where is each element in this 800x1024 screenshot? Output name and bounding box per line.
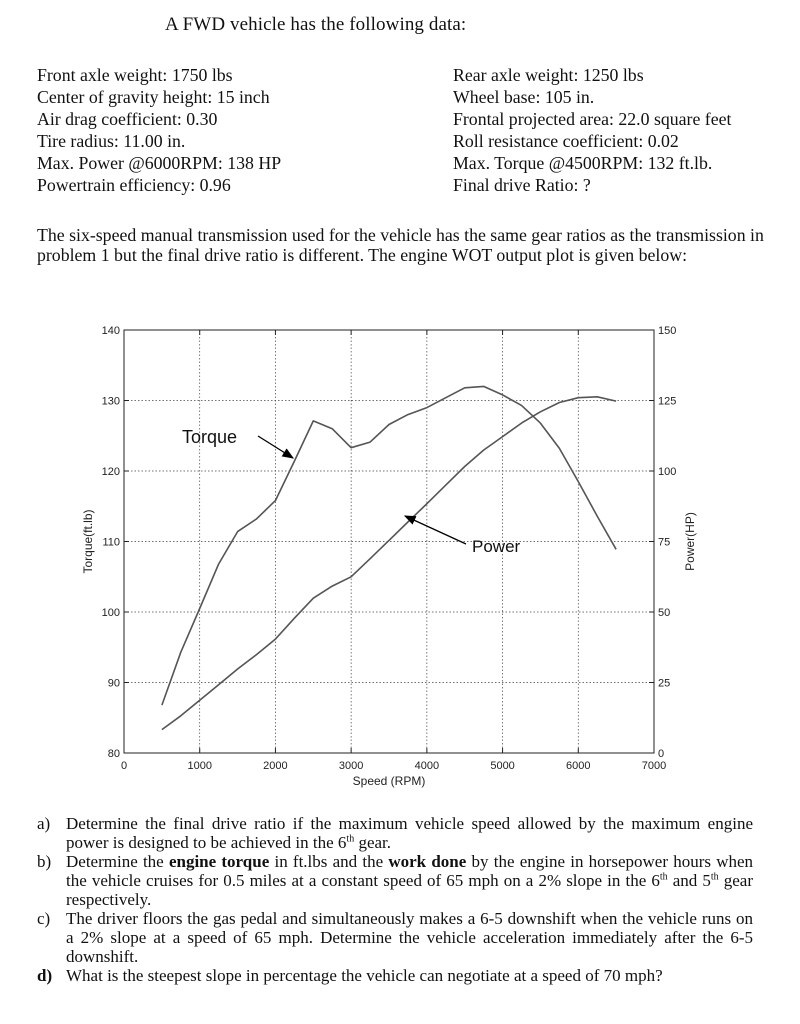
y-right-tick-label: 100 xyxy=(658,466,677,478)
question-text: th xyxy=(659,871,668,883)
question-text: gear respectively. xyxy=(66,871,753,909)
y-right-tick-label: 125 xyxy=(658,395,677,408)
spec-max-power: Max. Power @6000RPM: 138 HP xyxy=(37,153,282,173)
y-left-axis-label: Torque(ft.lb) xyxy=(81,509,95,574)
question-text: Determine the final drive ratio if the maximum vehicle speed allowed by the maximum engine power is designed to be achieved in the 6 xyxy=(66,814,753,852)
question-text: th xyxy=(346,833,355,845)
x-axis-label: Speed (RPM) xyxy=(352,774,426,788)
question-text: The driver floors the gas pedal and simultaneously makes a 6-5 downshift when the vehicle runs on a 2% slope at a speed of 65 mph. Determine the vehicle acceleration immediately after the 6-5 downshift. xyxy=(66,909,753,966)
vehicle-specs-left xyxy=(37,64,281,196)
y-left-tick-label: 80 xyxy=(107,748,120,760)
question-text: work done xyxy=(388,852,467,871)
y-left-tick-label: 130 xyxy=(101,395,120,408)
x-tick-label: 6000 xyxy=(566,760,591,772)
x-tick-label: 4000 xyxy=(414,760,440,772)
spec-max-torque: Max. Torque @4500RPM: 132 ft.lb. xyxy=(453,153,713,173)
x-tick-label: 1000 xyxy=(187,760,212,772)
question-text: th xyxy=(710,871,719,883)
question-text: in ft.lbs and the xyxy=(269,852,389,871)
y-right-tick-label: 50 xyxy=(658,607,671,619)
problem-heading: A FWD vehicle has the following data: xyxy=(165,14,467,35)
question-item xyxy=(37,966,753,985)
x-tick-label: 5000 xyxy=(490,760,515,772)
spec-powertrain-efficiency: Powertrain efficiency: 0.96 xyxy=(37,175,231,195)
question-item xyxy=(37,852,753,909)
engine-wot-chart xyxy=(0,310,800,800)
question-item xyxy=(37,909,753,966)
power-arrow xyxy=(405,516,466,544)
y-right-tick-label: 0 xyxy=(658,748,665,760)
vehicle-specs-right xyxy=(453,64,731,196)
question-item xyxy=(37,814,753,852)
spec-cg-height: Center of gravity height: 15 inch xyxy=(37,87,270,107)
question-marker: b) xyxy=(37,852,52,871)
power-annotation: Power xyxy=(472,537,521,556)
x-tick-label: 7000 xyxy=(641,760,667,772)
question-text: and 5 xyxy=(667,871,711,890)
spec-roll-resistance: Roll resistance coefficient: 0.02 xyxy=(453,131,679,151)
x-tick-label: 3000 xyxy=(338,760,364,772)
transmission-paragraph: The six-speed manual transmission used for the vehicle has the same gear ratios as the transmission in problem 1 but the final drive ratio is different. The engine WOT output plot is given below: xyxy=(37,225,764,265)
torque-annotation: Torque xyxy=(182,427,238,447)
y-left-tick-label: 140 xyxy=(101,325,120,337)
spec-wheel-base: Wheel base: 105 in. xyxy=(453,87,595,107)
y-left-tick-label: 90 xyxy=(107,677,120,690)
y-right-tick-label: 150 xyxy=(658,325,677,337)
question-list xyxy=(37,814,753,985)
spec-front-axle-weight: Front axle weight: 1750 lbs xyxy=(37,65,233,85)
y-left-tick-label: 100 xyxy=(101,607,120,619)
question-marker: d) xyxy=(37,966,53,985)
spec-final-drive-ratio: Final drive Ratio: ? xyxy=(453,175,591,195)
y-left-tick-label: 110 xyxy=(102,536,120,549)
question-text: Determine the xyxy=(66,852,169,871)
y-left-tick-label: 120 xyxy=(101,466,120,478)
y-right-tick-label: 25 xyxy=(658,677,671,690)
spec-air-drag: Air drag coefficient: 0.30 xyxy=(37,109,218,129)
x-tick-label: 0 xyxy=(120,760,128,772)
question-marker: c) xyxy=(37,909,51,928)
y-right-axis-label: Power(HP) xyxy=(683,512,697,571)
question-text: engine torque xyxy=(168,852,270,871)
y-right-tick-label: 75 xyxy=(658,536,671,549)
spec-rear-axle-weight: Rear axle weight: 1250 lbs xyxy=(453,65,644,85)
x-tick-label: 2000 xyxy=(263,760,288,772)
spec-tire-radius: Tire radius: 11.00 in. xyxy=(37,131,186,151)
question-marker: a) xyxy=(37,814,51,833)
question-text: What is the steepest slope in percentage the vehicle can negotiate at a speed of 70 mph? xyxy=(66,966,663,985)
question-text: gear. xyxy=(354,833,392,852)
spec-frontal-area: Frontal projected area: 22.0 square feet xyxy=(453,109,732,129)
question-text: by the engine in horsepower hours when the vehicle cruises for 0.5 miles at a constant speed of 65 mph on a 2% slope in the 6 xyxy=(66,852,754,890)
